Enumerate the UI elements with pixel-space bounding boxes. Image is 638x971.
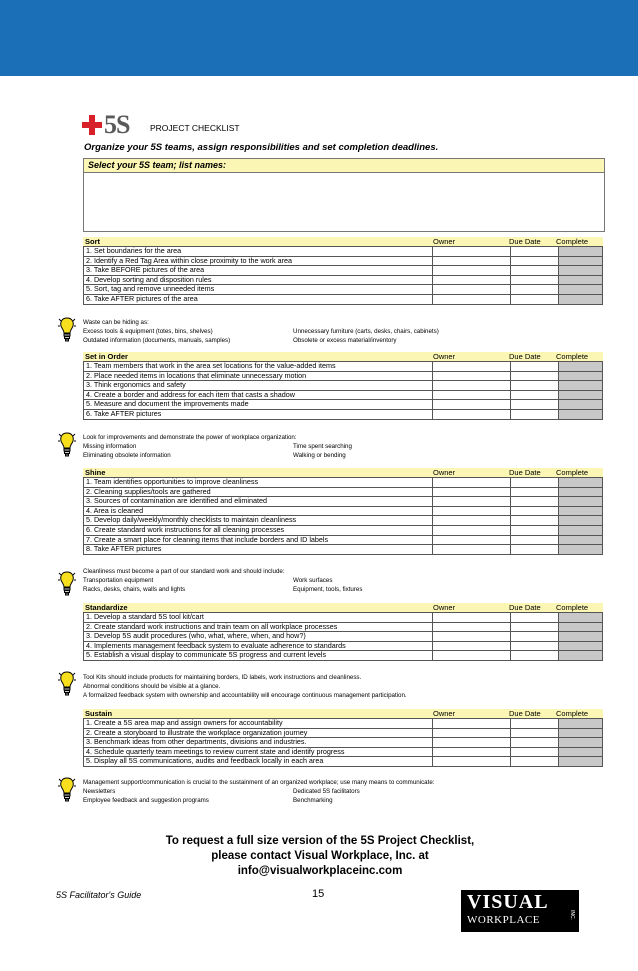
- due-date-cell[interactable]: [511, 409, 559, 419]
- note-row: [83, 433, 603, 442]
- task-cell: 4. Area is cleaned: [84, 506, 433, 516]
- owner-cell[interactable]: [433, 516, 511, 526]
- due-date-cell[interactable]: [511, 294, 559, 304]
- lightbulb-icon: [58, 316, 76, 342]
- note-right: Unnecessary furniture (carts, desks, chairs, cabinets): [293, 328, 439, 335]
- task-cell: 6. Create standard work instructions for all cleaning processes: [84, 525, 433, 535]
- due-date-cell[interactable]: [511, 545, 559, 555]
- owner-cell[interactable]: [433, 285, 511, 295]
- table-row: [84, 613, 603, 623]
- table-row: [84, 400, 603, 410]
- complete-cell[interactable]: [559, 400, 603, 410]
- owner-cell[interactable]: [433, 371, 511, 381]
- complete-cell[interactable]: [559, 409, 603, 419]
- complete-cell[interactable]: [559, 371, 603, 381]
- visual-workplace-logo: [461, 890, 579, 932]
- note-row: [83, 327, 603, 336]
- due-date-column-label: Due Date: [509, 603, 541, 612]
- note-row: [83, 442, 603, 451]
- table-row: [84, 525, 603, 535]
- owner-cell[interactable]: [433, 409, 511, 419]
- section-title: Standardize: [85, 603, 128, 612]
- table-row: [84, 535, 603, 545]
- section-title: Sort: [85, 237, 100, 246]
- due-date-cell[interactable]: [511, 516, 559, 526]
- owner-column-label: Owner: [433, 709, 456, 718]
- owner-cell[interactable]: [433, 613, 511, 623]
- table-row: [84, 362, 603, 372]
- table-row: [84, 478, 603, 488]
- checklist-table: [83, 718, 603, 767]
- task-cell: 4. Schedule quarterly team meetings to review current state and identify progress: [84, 747, 433, 757]
- owner-cell[interactable]: [433, 362, 511, 372]
- task-cell: 5. Establish a visual display to communicate 5S progress and current levels: [84, 651, 433, 661]
- due-date-cell[interactable]: [511, 535, 559, 545]
- table-row: [84, 256, 603, 266]
- complete-cell[interactable]: [559, 757, 603, 767]
- table-row: [84, 757, 603, 767]
- due-date-cell[interactable]: [511, 247, 559, 257]
- due-date-column-label: Due Date: [509, 237, 541, 246]
- due-date-cell[interactable]: [511, 728, 559, 738]
- instructions: Organize your 5S teams, assign responsibilities and set completion deadlines.: [84, 142, 439, 153]
- owner-cell[interactable]: [433, 256, 511, 266]
- task-cell: 4. Implements management feedback system to evaluate adherence to standards: [84, 641, 433, 651]
- due-date-cell[interactable]: [511, 381, 559, 391]
- table-row: [84, 516, 603, 526]
- table-row: [84, 622, 603, 632]
- owner-cell[interactable]: [433, 651, 511, 661]
- task-cell: 1. Develop a standard 5S tool kit/cart: [84, 613, 433, 623]
- checklist-table: [83, 612, 603, 661]
- section-title: Sustain: [85, 709, 113, 718]
- owner-cell[interactable]: [433, 497, 511, 507]
- owner-cell[interactable]: [433, 390, 511, 400]
- complete-cell[interactable]: [559, 613, 603, 623]
- task-cell: 7. Create a smart place for cleaning items that include borders and ID labels: [84, 535, 433, 545]
- task-cell: 6. Take AFTER pictures of the area: [84, 294, 433, 304]
- table-row: [84, 497, 603, 507]
- note-left: A formalized feedback system with ownership and accountability will encourage continuous management participation.: [83, 692, 407, 699]
- task-cell: 4. Create a border and address for each item that casts a shadow: [84, 390, 433, 400]
- complete-cell[interactable]: [559, 719, 603, 729]
- note-left: Excess tools & equipment (totes, bins, shelves): [83, 328, 213, 335]
- note-right: Work surfaces: [293, 577, 333, 584]
- complete-cell[interactable]: [559, 632, 603, 642]
- task-cell: 3. Take BEFORE pictures of the area: [84, 266, 433, 276]
- note-right: Benchmarking: [293, 797, 333, 804]
- task-cell: 4. Develop sorting and disposition rules: [84, 275, 433, 285]
- section-notes: [83, 318, 603, 345]
- due-date-cell[interactable]: [511, 275, 559, 285]
- owner-cell[interactable]: [433, 738, 511, 748]
- section-0: [83, 237, 603, 305]
- complete-column-label: Complete: [556, 352, 589, 361]
- task-cell: 2. Identify a Red Tag Area within close proximity to the work area: [84, 256, 433, 266]
- due-date-cell[interactable]: [511, 719, 559, 729]
- section-header: [83, 237, 603, 246]
- complete-cell[interactable]: [559, 362, 603, 372]
- note-right: Dedicated 5S facilitators: [293, 788, 360, 795]
- task-cell: 2. Place needed items in locations that eliminate unnecessary motion: [84, 371, 433, 381]
- complete-cell[interactable]: [559, 285, 603, 295]
- page-number: 15: [312, 888, 325, 900]
- checklist-table: [83, 361, 603, 420]
- section-4: [83, 709, 603, 767]
- due-date-cell[interactable]: [511, 256, 559, 266]
- due-date-cell[interactable]: [511, 641, 559, 651]
- task-cell: 5. Measure and document the improvements made: [84, 400, 433, 410]
- due-date-column-label: Due Date: [509, 468, 541, 477]
- note-row: [83, 787, 603, 796]
- due-date-cell[interactable]: [511, 371, 559, 381]
- table-row: [84, 371, 603, 381]
- complete-cell[interactable]: [559, 390, 603, 400]
- owner-cell[interactable]: [433, 381, 511, 391]
- owner-column-label: Owner: [433, 352, 456, 361]
- logo-inc: INC.: [569, 910, 575, 920]
- complete-cell[interactable]: [559, 641, 603, 651]
- due-date-column-label: Due Date: [509, 352, 541, 361]
- task-cell: 2. Create a storyboard to illustrate the workplace organization journey: [84, 728, 433, 738]
- complete-cell[interactable]: [559, 728, 603, 738]
- checklist-table: [83, 477, 603, 555]
- note-row: [83, 682, 603, 691]
- due-date-cell[interactable]: [511, 632, 559, 642]
- lightbulb-icon: [58, 776, 76, 802]
- lightbulb-icon: [58, 570, 76, 596]
- due-date-cell[interactable]: [511, 757, 559, 767]
- note-left: Employee feedback and suggestion programs: [83, 797, 209, 804]
- task-cell: 5. Display all 5S communications, audits and feedback locally in each area: [84, 757, 433, 767]
- complete-cell[interactable]: [559, 535, 603, 545]
- table-row: [84, 738, 603, 748]
- note-row: [83, 336, 603, 345]
- note-left: Newsletters: [83, 788, 116, 795]
- owner-cell[interactable]: [433, 506, 511, 516]
- task-cell: 6. Take AFTER pictures: [84, 409, 433, 419]
- table-row: [84, 487, 603, 497]
- owner-cell[interactable]: [433, 247, 511, 257]
- complete-cell[interactable]: [559, 266, 603, 276]
- note-right: Time spent searching: [293, 443, 352, 450]
- logo-line-1: VISUAL: [467, 891, 549, 913]
- task-cell: 1. Team identifies opportunities to improve cleanliness: [84, 478, 433, 488]
- complete-column-label: Complete: [556, 603, 589, 612]
- logo-line-2: WORKPLACE: [467, 914, 540, 926]
- note-row: [83, 585, 603, 594]
- due-date-cell[interactable]: [511, 506, 559, 516]
- section-2: [83, 468, 603, 555]
- note-right: Walking or bending: [293, 452, 346, 459]
- note-left: Racks, desks, chairs, walls and lights: [83, 586, 186, 593]
- owner-cell[interactable]: [433, 294, 511, 304]
- table-row: [84, 285, 603, 295]
- note-row: [83, 451, 603, 460]
- complete-cell[interactable]: [559, 294, 603, 304]
- note-left: Management support/communication is crucial to the sustainment of an organized workplace; use many means to communicate:: [83, 779, 435, 786]
- section-header: [83, 709, 603, 718]
- task-cell: 2. Cleaning supplies/tools are gathered: [84, 487, 433, 497]
- due-date-cell[interactable]: [511, 497, 559, 507]
- section-1: [83, 352, 603, 420]
- task-cell: 3. Benchmark ideas from other departments, divisions and industries.: [84, 738, 433, 748]
- complete-cell[interactable]: [559, 506, 603, 516]
- table-row: [84, 409, 603, 419]
- note-left: Abnormal conditions should be visible at a glance.: [83, 683, 221, 690]
- table-row: [84, 294, 603, 304]
- due-date-cell[interactable]: [511, 747, 559, 757]
- table-row: [84, 266, 603, 276]
- note-row: [83, 691, 603, 700]
- section-notes: [83, 433, 603, 460]
- task-cell: 1. Create a 5S area map and assign owners for accountability: [84, 719, 433, 729]
- owner-cell[interactable]: [433, 487, 511, 497]
- section-header: [83, 468, 603, 477]
- due-date-cell[interactable]: [511, 487, 559, 497]
- table-row: [84, 275, 603, 285]
- complete-cell[interactable]: [559, 487, 603, 497]
- note-row: [83, 796, 603, 805]
- complete-cell[interactable]: [559, 497, 603, 507]
- complete-cell[interactable]: [559, 247, 603, 257]
- complete-cell[interactable]: [559, 381, 603, 391]
- note-left: Outdated information (documents, manuals, samples): [83, 337, 231, 344]
- complete-cell[interactable]: [559, 516, 603, 526]
- section-title: Set in Order: [85, 352, 128, 361]
- owner-cell[interactable]: [433, 478, 511, 488]
- complete-cell[interactable]: [559, 738, 603, 748]
- complete-column-label: Complete: [556, 709, 589, 718]
- checklist-header: [80, 110, 605, 139]
- due-date-cell[interactable]: [511, 362, 559, 372]
- note-left: Missing information: [83, 443, 137, 450]
- complete-cell[interactable]: [559, 747, 603, 757]
- request-note: [100, 834, 540, 879]
- owner-column-label: Owner: [433, 237, 456, 246]
- owner-cell[interactable]: [433, 747, 511, 757]
- complete-cell[interactable]: [559, 651, 603, 661]
- table-row: [84, 651, 603, 661]
- complete-cell[interactable]: [559, 622, 603, 632]
- table-row: [84, 632, 603, 642]
- due-date-cell[interactable]: [511, 285, 559, 295]
- note-row: [83, 576, 603, 585]
- request-email[interactable]: info@visualworkplaceinc.com: [237, 865, 403, 877]
- task-cell: 3. Sources of contamination are identified and eliminated: [84, 497, 433, 507]
- owner-cell[interactable]: [433, 400, 511, 410]
- complete-cell[interactable]: [559, 478, 603, 488]
- logo-5s: 5S: [104, 110, 130, 139]
- section-3: [83, 603, 603, 661]
- owner-cell[interactable]: [433, 641, 511, 651]
- owner-cell[interactable]: [433, 728, 511, 738]
- complete-cell[interactable]: [559, 275, 603, 285]
- due-date-cell[interactable]: [511, 478, 559, 488]
- section-notes: [83, 567, 603, 594]
- owner-column-label: Owner: [433, 603, 456, 612]
- table-row: [84, 545, 603, 555]
- due-date-column-label: Due Date: [509, 709, 541, 718]
- complete-column-label: Complete: [556, 468, 589, 477]
- team-names-box[interactable]: [83, 158, 605, 232]
- table-row: [84, 390, 603, 400]
- task-cell: 5. Develop daily/weekly/monthly checklists to maintain cleanliness: [84, 516, 433, 526]
- owner-cell[interactable]: [433, 719, 511, 729]
- due-date-cell[interactable]: [511, 525, 559, 535]
- task-cell: 8. Take AFTER pictures: [84, 545, 433, 555]
- section-title: Shine: [85, 468, 106, 477]
- complete-cell[interactable]: [559, 256, 603, 266]
- section-notes: [83, 778, 603, 805]
- complete-cell[interactable]: [559, 545, 603, 555]
- lightbulb-icon: [58, 670, 76, 696]
- task-cell: 1. Team members that work in the area set locations for the value-added items: [84, 362, 433, 372]
- owner-cell[interactable]: [433, 525, 511, 535]
- due-date-cell[interactable]: [511, 613, 559, 623]
- note-row: [83, 673, 603, 682]
- note-row: [83, 778, 603, 787]
- due-date-cell[interactable]: [511, 738, 559, 748]
- owner-cell[interactable]: [433, 535, 511, 545]
- section-header: [83, 352, 603, 361]
- note-left: Look for improvements and demonstrate the power of workplace organization:: [83, 434, 297, 441]
- due-date-cell[interactable]: [511, 390, 559, 400]
- note-row: [83, 567, 603, 576]
- task-cell: 2. Create standard work instructions and train team on all workplace processes: [84, 622, 433, 632]
- note-right: Equipment, tools, fixtures: [293, 586, 363, 593]
- request-line-2: please contact Visual Workplace, Inc. at: [211, 850, 429, 862]
- request-line-1: To request a full size version of the 5S Project Checklist,: [165, 835, 475, 847]
- due-date-cell[interactable]: [511, 651, 559, 661]
- top-banner: [0, 0, 638, 76]
- table-row: [84, 381, 603, 391]
- page-title: PROJECT CHECKLIST: [150, 123, 240, 133]
- owner-column-label: Owner: [433, 468, 456, 477]
- section-notes: [83, 673, 603, 700]
- section-header: [83, 603, 603, 612]
- note-left: Eliminating obsolete information: [83, 452, 171, 459]
- table-row: [84, 747, 603, 757]
- note-row: [83, 318, 603, 327]
- task-cell: 1. Set boundaries for the area: [84, 247, 433, 257]
- task-cell: 5. Sort, tag and remove unneeded items: [84, 285, 433, 295]
- red-cross-logo-icon: [82, 115, 102, 135]
- task-cell: 3. Develop 5S audit procedures (who, what, where, when, and how?): [84, 632, 433, 642]
- note-left: Tool Kits should include products for maintaining borders, ID labels, work instructions and cleanliness.: [83, 674, 362, 681]
- table-row: [84, 641, 603, 651]
- table-row: [84, 247, 603, 257]
- task-cell: 3. Think ergonomics and safety: [84, 381, 433, 391]
- due-date-cell[interactable]: [511, 400, 559, 410]
- lightbulb-icon: [58, 431, 76, 457]
- owner-cell[interactable]: [433, 632, 511, 642]
- due-date-cell[interactable]: [511, 266, 559, 276]
- owner-cell[interactable]: [433, 757, 511, 767]
- note-left: Waste can be hiding as:: [83, 319, 149, 326]
- owner-cell[interactable]: [433, 545, 511, 555]
- owner-cell[interactable]: [433, 266, 511, 276]
- due-date-cell[interactable]: [511, 622, 559, 632]
- table-row: [84, 506, 603, 516]
- note-left: Transportation equipment: [83, 577, 154, 584]
- owner-cell[interactable]: [433, 275, 511, 285]
- note-left: Cleanliness must become a part of our standard work and should include:: [83, 568, 285, 575]
- checklist-table: [83, 246, 603, 305]
- table-row: [84, 728, 603, 738]
- table-row: [84, 719, 603, 729]
- complete-column-label: Complete: [556, 237, 589, 246]
- complete-cell[interactable]: [559, 525, 603, 535]
- note-right: Obsolete or excess material/inventory: [293, 337, 397, 344]
- team-prompt: Select your 5S team; list names:: [84, 159, 604, 173]
- guide-label: 5S Facilitator's Guide: [56, 890, 142, 900]
- owner-cell[interactable]: [433, 622, 511, 632]
